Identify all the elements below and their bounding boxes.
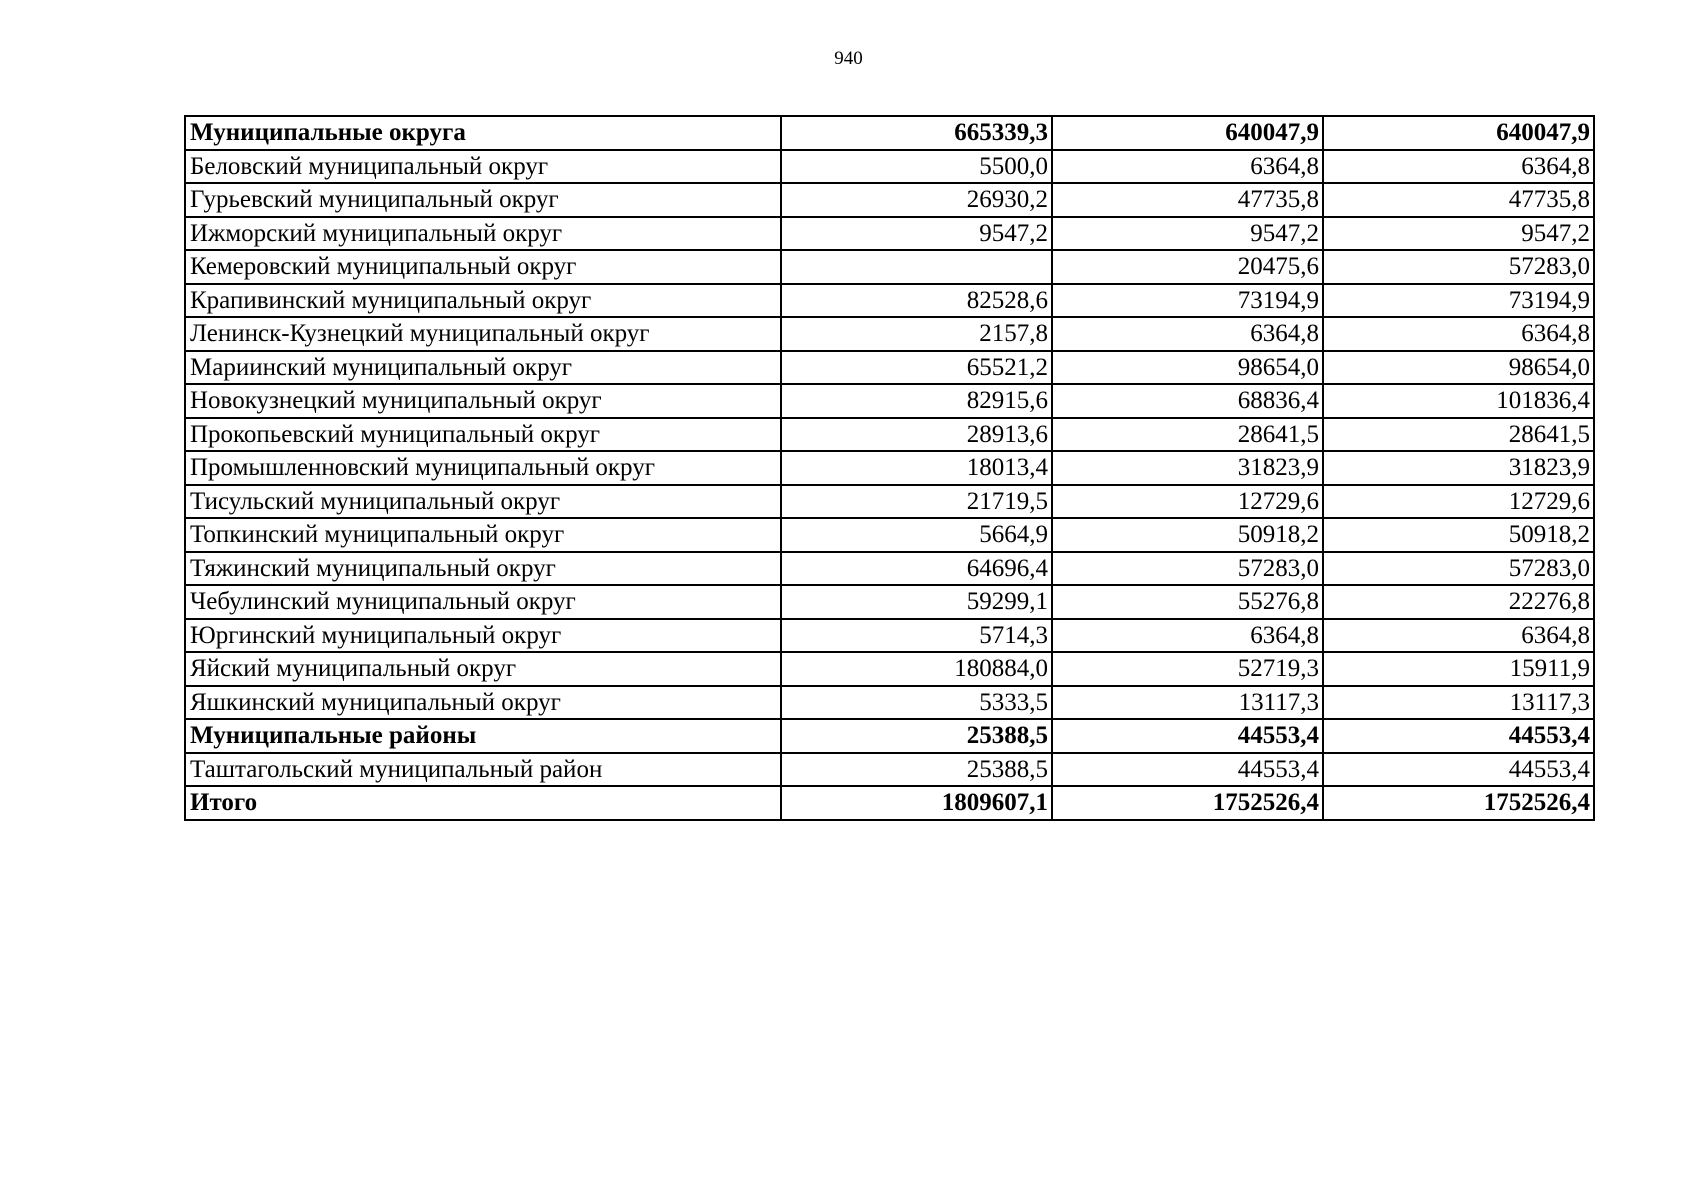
row-value-1-cell: 64696,4 [781,552,1052,586]
row-value-1-cell: 25388,5 [781,719,1052,753]
row-name-cell: Таштагольский муниципальный район [185,753,781,787]
row-value-2-cell: 55276,8 [1052,585,1323,619]
row-value-2-cell: 50918,2 [1052,518,1323,552]
row-value-3-cell: 47735,8 [1323,183,1594,217]
table-row [185,384,1594,418]
row-value-3-cell: 50918,2 [1323,518,1594,552]
row-name-cell: Муниципальные районы [185,719,781,753]
row-name-cell: Кемеровский муниципальный округ [185,250,781,284]
table-row [185,150,1594,184]
row-name-cell: Тяжинский муниципальный округ [185,552,781,586]
table-row [185,686,1594,720]
row-value-2-cell: 73194,9 [1052,284,1323,318]
row-value-2-cell: 98654,0 [1052,351,1323,385]
table-row [185,485,1594,519]
row-value-2-cell: 12729,6 [1052,485,1323,519]
row-value-1-cell: 28913,6 [781,418,1052,452]
row-value-2-cell: 9547,2 [1052,217,1323,251]
table-row [185,619,1594,653]
table-row [185,418,1594,452]
table-row-total [185,719,1594,753]
row-value-1-cell: 5333,5 [781,686,1052,720]
row-value-3-cell: 13117,3 [1323,686,1594,720]
row-name-cell: Итого [185,786,781,820]
row-value-1-cell: 665339,3 [781,116,1052,150]
table-row [185,518,1594,552]
row-value-2-cell: 6364,8 [1052,317,1323,351]
row-value-1-cell: 1809607,1 [781,786,1052,820]
row-value-2-cell: 20475,6 [1052,250,1323,284]
row-name-cell: Тисульский муниципальный округ [185,485,781,519]
row-name-cell: Топкинский муниципальный округ [185,518,781,552]
table-row [185,250,1594,284]
table-row [185,351,1594,385]
row-value-1-cell: 5664,9 [781,518,1052,552]
row-value-3-cell: 6364,8 [1323,317,1594,351]
row-value-1-cell: 82915,6 [781,384,1052,418]
row-name-cell: Ижморский муниципальный округ [185,217,781,251]
row-name-cell: Прокопьевский муниципальный округ [185,418,781,452]
row-value-1-cell [781,250,1052,284]
row-value-3-cell: 57283,0 [1323,552,1594,586]
row-name-cell: Крапивинский муниципальный округ [185,284,781,318]
row-value-3-cell: 6364,8 [1323,619,1594,653]
table-row [185,284,1594,318]
table-row [185,585,1594,619]
row-value-2-cell: 6364,8 [1052,150,1323,184]
table-row-total [185,786,1594,820]
page-number: 940 [834,48,863,69]
row-value-3-cell: 640047,9 [1323,116,1594,150]
row-value-3-cell: 9547,2 [1323,217,1594,251]
row-value-3-cell: 15911,9 [1323,652,1594,686]
row-value-1-cell: 65521,2 [781,351,1052,385]
row-value-2-cell: 28641,5 [1052,418,1323,452]
row-value-1-cell: 2157,8 [781,317,1052,351]
row-name-cell: Муниципальные округа [185,116,781,150]
row-value-1-cell: 9547,2 [781,217,1052,251]
row-name-cell: Яйский муниципальный округ [185,652,781,686]
row-value-1-cell: 180884,0 [781,652,1052,686]
table-row [185,451,1594,485]
row-value-3-cell: 44553,4 [1323,719,1594,753]
row-value-2-cell: 52719,3 [1052,652,1323,686]
table-row [185,317,1594,351]
row-value-2-cell: 47735,8 [1052,183,1323,217]
row-value-2-cell: 68836,4 [1052,384,1323,418]
row-value-3-cell: 28641,5 [1323,418,1594,452]
row-value-3-cell: 44553,4 [1323,753,1594,787]
row-name-cell: Новокузнецкий муниципальный округ [185,384,781,418]
row-value-3-cell: 73194,9 [1323,284,1594,318]
row-name-cell: Юргинский муниципальный округ [185,619,781,653]
row-value-1-cell: 5714,3 [781,619,1052,653]
row-value-2-cell: 31823,9 [1052,451,1323,485]
row-value-2-cell: 57283,0 [1052,552,1323,586]
row-value-1-cell: 5500,0 [781,150,1052,184]
row-value-2-cell: 6364,8 [1052,619,1323,653]
row-name-cell: Гурьевский муниципальный округ [185,183,781,217]
table-body [185,116,1594,820]
row-name-cell: Ленинск-Кузнецкий муниципальный округ [185,317,781,351]
table-row [185,652,1594,686]
budget-table [184,115,1595,821]
row-value-1-cell: 82528,6 [781,284,1052,318]
row-value-2-cell: 44553,4 [1052,753,1323,787]
row-value-3-cell: 57283,0 [1323,250,1594,284]
table-row [185,753,1594,787]
row-value-3-cell: 31823,9 [1323,451,1594,485]
row-value-1-cell: 18013,4 [781,451,1052,485]
row-value-2-cell: 640047,9 [1052,116,1323,150]
row-value-3-cell: 101836,4 [1323,384,1594,418]
row-value-3-cell: 98654,0 [1323,351,1594,385]
table-row-total [185,116,1594,150]
row-value-2-cell: 44553,4 [1052,719,1323,753]
row-value-2-cell: 13117,3 [1052,686,1323,720]
row-value-3-cell: 1752526,4 [1323,786,1594,820]
row-name-cell: Промышленновский муниципальный округ [185,451,781,485]
row-name-cell: Чебулинский муниципальный округ [185,585,781,619]
row-name-cell: Беловский муниципальный округ [185,150,781,184]
row-value-2-cell: 1752526,4 [1052,786,1323,820]
row-value-3-cell: 12729,6 [1323,485,1594,519]
row-value-1-cell: 25388,5 [781,753,1052,787]
table-row [185,552,1594,586]
row-name-cell: Яшкинский муниципальный округ [185,686,781,720]
row-value-1-cell: 21719,5 [781,485,1052,519]
row-value-3-cell: 6364,8 [1323,150,1594,184]
row-value-3-cell: 22276,8 [1323,585,1594,619]
table-row [185,183,1594,217]
table-row [185,217,1594,251]
row-name-cell: Мариинский муниципальный округ [185,351,781,385]
row-value-1-cell: 59299,1 [781,585,1052,619]
row-value-1-cell: 26930,2 [781,183,1052,217]
